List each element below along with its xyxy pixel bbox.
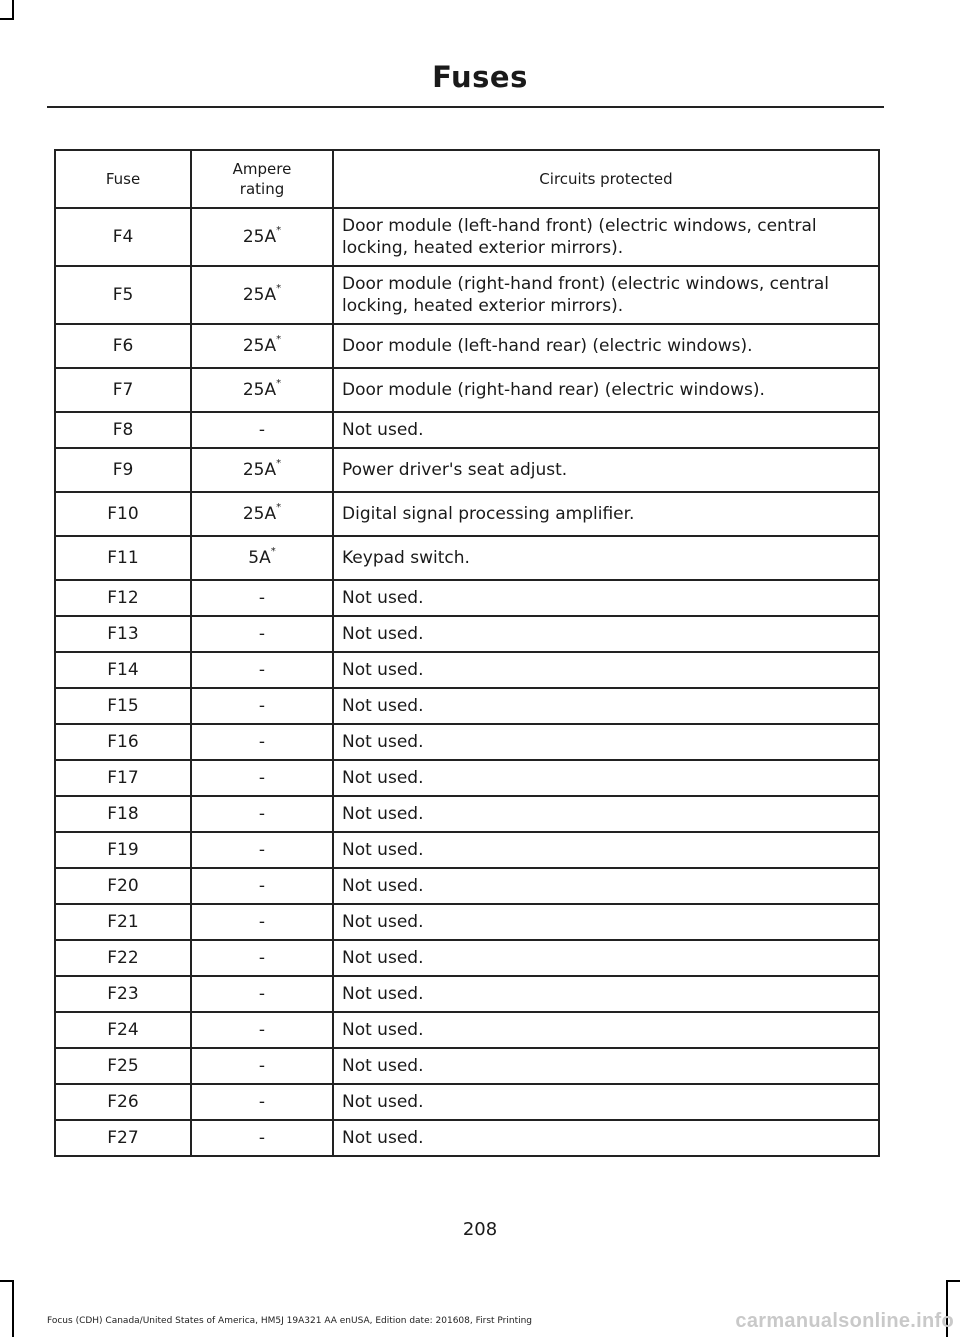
ampere-value: - [258, 420, 266, 440]
circuits-cell: Not used. [333, 904, 879, 940]
column-header-ampere [191, 150, 333, 208]
ampere-value: - [258, 912, 266, 932]
ampere-value: - [258, 624, 266, 644]
fuse-id-cell: F21 [55, 904, 191, 940]
ampere-cell [191, 492, 333, 536]
ampere-value: 25A [242, 285, 277, 305]
crop-mark [0, 1280, 14, 1282]
column-header-ampere-label: Ampere rating [232, 160, 292, 198]
table-row [55, 724, 879, 760]
circuits-cell: Not used. [333, 976, 879, 1012]
fuse-id-cell: F15 [55, 688, 191, 724]
circuits-cell: Not used. [333, 1120, 879, 1156]
crop-mark [12, 0, 14, 20]
ampere-value: 25A [242, 504, 277, 524]
crop-mark [0, 18, 14, 20]
page-title: Fuses [432, 60, 528, 94]
ampere-cell [191, 208, 333, 266]
table-row [55, 652, 879, 688]
table-row [55, 976, 879, 1012]
fuse-id-cell: F22 [55, 940, 191, 976]
table-row [55, 1048, 879, 1084]
table-row [55, 832, 879, 868]
ampere-cell [191, 904, 333, 940]
table-row [55, 536, 879, 580]
table-row [55, 796, 879, 832]
ampere-value: 25A [242, 380, 277, 400]
ampere-value: 25A [242, 227, 277, 247]
circuits-cell: Not used. [333, 688, 879, 724]
fuse-id-cell: F12 [55, 580, 191, 616]
ampere-cell [191, 832, 333, 868]
fuse-id-cell: F10 [55, 492, 191, 536]
ampere-cell [191, 616, 333, 652]
ampere-value: 5A [248, 548, 271, 568]
ampere-value: 25A [242, 336, 277, 356]
ampere-cell [191, 1120, 333, 1156]
table-row [55, 208, 879, 266]
footnote-marker: * [276, 283, 282, 295]
fuse-id-cell: F23 [55, 976, 191, 1012]
ampere-value: - [258, 804, 266, 824]
ampere-value: - [258, 768, 266, 788]
circuits-cell: Not used. [333, 1012, 879, 1048]
ampere-cell [191, 796, 333, 832]
footnote-marker: * [276, 378, 282, 390]
table-row [55, 760, 879, 796]
table-header-row [55, 150, 879, 208]
ampere-value: - [258, 840, 266, 860]
fuse-id-cell: F9 [55, 448, 191, 492]
fuse-id-cell: F8 [55, 412, 191, 448]
fuse-id-cell: F27 [55, 1120, 191, 1156]
ampere-cell [191, 868, 333, 904]
table-row [55, 448, 879, 492]
fuse-table-body [55, 208, 879, 1156]
fuse-id-cell: F26 [55, 1084, 191, 1120]
crop-mark [946, 1280, 960, 1282]
fuse-table [54, 149, 880, 1157]
fuse-id-cell: F7 [55, 368, 191, 412]
ampere-value: - [258, 1092, 266, 1112]
table-row [55, 412, 879, 448]
ampere-value: 25A [242, 460, 277, 480]
ampere-cell [191, 368, 333, 412]
ampere-cell [191, 266, 333, 324]
circuits-cell: Not used. [333, 580, 879, 616]
footer-edition-info: Focus (CDH) Canada/United States of America, HM5J 19A321 AA enUSA, Edition date: 201608, First Printing [47, 1316, 533, 1326]
table-row [55, 1012, 879, 1048]
circuits-cell: Not used. [333, 1048, 879, 1084]
ampere-value: - [258, 696, 266, 716]
ampere-value: - [258, 1056, 266, 1076]
ampere-cell [191, 652, 333, 688]
ampere-value: - [258, 660, 266, 680]
ampere-value: - [258, 948, 266, 968]
fuse-id-cell: F25 [55, 1048, 191, 1084]
table-row [55, 266, 879, 324]
fuse-id-cell: F6 [55, 324, 191, 368]
footnote-marker: * [276, 502, 282, 514]
fuse-id-cell: F13 [55, 616, 191, 652]
circuits-cell: Door module (right-hand front) (electric windows, central locking, heated exterior mirrors). [333, 266, 879, 324]
ampere-cell [191, 1084, 333, 1120]
table-row [55, 904, 879, 940]
table-row [55, 1120, 879, 1156]
fuse-id-cell: F16 [55, 724, 191, 760]
circuits-cell: Not used. [333, 1084, 879, 1120]
column-header-fuse: Fuse [55, 150, 191, 208]
footnote-marker: * [276, 458, 282, 470]
table-row [55, 868, 879, 904]
title-divider [47, 106, 884, 108]
circuits-cell: Not used. [333, 832, 879, 868]
fuse-id-cell: F17 [55, 760, 191, 796]
circuits-cell: Not used. [333, 760, 879, 796]
page-number: 208 [462, 1219, 498, 1240]
ampere-cell [191, 412, 333, 448]
ampere-cell [191, 324, 333, 368]
ampere-cell [191, 536, 333, 580]
circuits-cell: Not used. [333, 652, 879, 688]
fuse-id-cell: F24 [55, 1012, 191, 1048]
ampere-value: - [258, 588, 266, 608]
table-row [55, 324, 879, 368]
circuits-cell: Door module (left-hand front) (electric windows, central locking, heated exterior mirrors). [333, 208, 879, 266]
ampere-cell [191, 976, 333, 1012]
ampere-value: - [258, 876, 266, 896]
table-row [55, 580, 879, 616]
fuse-id-cell: F11 [55, 536, 191, 580]
table-row [55, 492, 879, 536]
fuse-id-cell: F19 [55, 832, 191, 868]
circuits-cell: Door module (right-hand rear) (electric windows). [333, 368, 879, 412]
table-row [55, 940, 879, 976]
ampere-cell [191, 1048, 333, 1084]
circuits-cell: Not used. [333, 724, 879, 760]
ampere-value: - [258, 732, 266, 752]
circuits-cell: Digital signal processing amplifier. [333, 492, 879, 536]
ampere-cell [191, 724, 333, 760]
table-row [55, 368, 879, 412]
table-row [55, 688, 879, 724]
ampere-value: - [258, 1128, 266, 1148]
circuits-cell: Not used. [333, 616, 879, 652]
ampere-value: - [258, 1020, 266, 1040]
column-header-circuits: Circuits protected [333, 150, 879, 208]
circuits-cell: Not used. [333, 940, 879, 976]
ampere-value: - [258, 984, 266, 1004]
circuits-cell: Not used. [333, 412, 879, 448]
ampere-cell [191, 688, 333, 724]
footnote-marker: * [270, 546, 276, 558]
ampere-cell [191, 1012, 333, 1048]
table-row [55, 616, 879, 652]
fuse-id-cell: F20 [55, 868, 191, 904]
ampere-cell [191, 580, 333, 616]
circuits-cell: Door module (left-hand rear) (electric windows). [333, 324, 879, 368]
fuse-id-cell: F4 [55, 208, 191, 266]
watermark-logo: carmanualsonline.info [735, 1310, 954, 1332]
circuits-cell: Power driver's seat adjust. [333, 448, 879, 492]
ampere-cell [191, 940, 333, 976]
fuse-id-cell: F5 [55, 266, 191, 324]
circuits-cell: Not used. [333, 796, 879, 832]
crop-mark [12, 1280, 14, 1337]
circuits-cell: Not used. [333, 868, 879, 904]
footnote-marker: * [276, 334, 282, 346]
footnote-marker: * [276, 225, 282, 237]
table-row [55, 1084, 879, 1120]
circuits-cell: Keypad switch. [333, 536, 879, 580]
fuse-id-cell: F18 [55, 796, 191, 832]
ampere-cell [191, 448, 333, 492]
ampere-cell [191, 760, 333, 796]
fuse-id-cell: F14 [55, 652, 191, 688]
